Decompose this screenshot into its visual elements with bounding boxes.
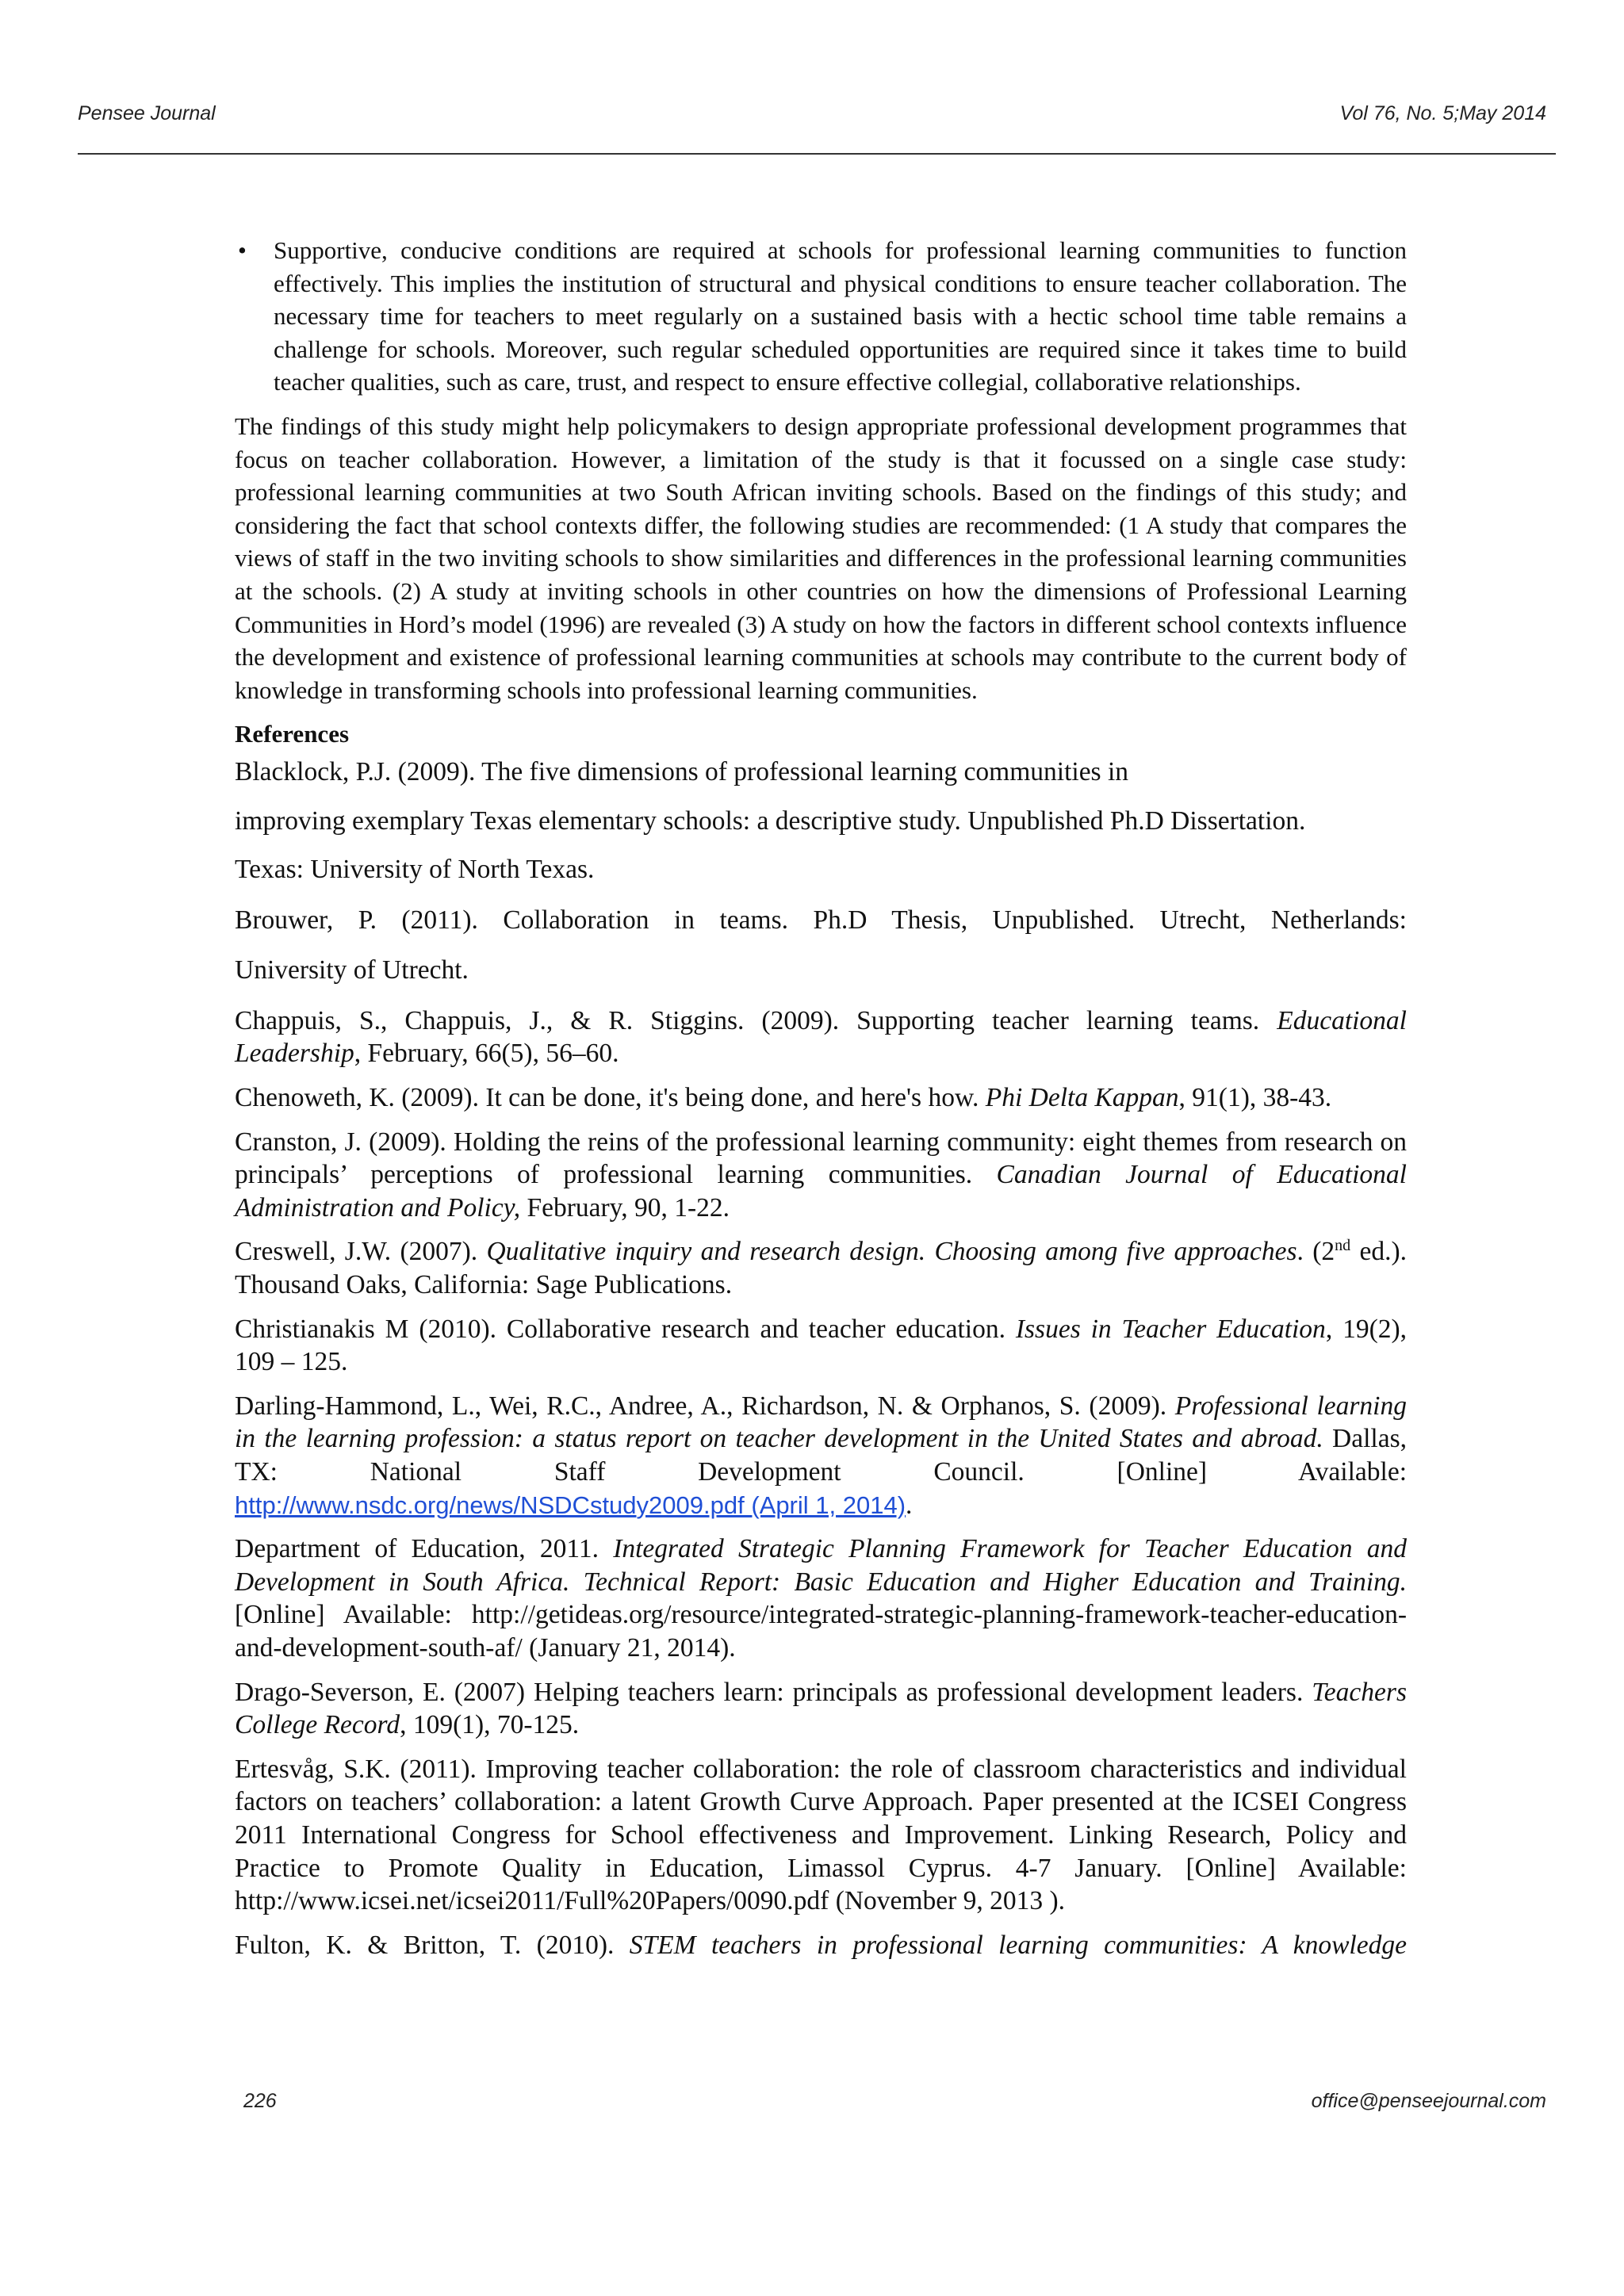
- ref-text: . (2: [1297, 1237, 1335, 1267]
- reference-darling-hammond: [235, 1390, 1407, 1521]
- ref-text: Cranston, J. (2009). Holding the reins of the professional learning community: eight themes from research on principals’ perceptions of professional learning communities.: [235, 1127, 1407, 1190]
- reference-ertesvag: Ertesvåg, S.K. (2011). Improving teacher collaboration: the role of classroom characteristics and individual factors on teachers’ collaboration: a latent Growth Curve Approach. Paper presented at the ICSEI Congress 2011 International Congress for School effectiveness and Improvement. Linking Research, Policy and Practice to Promote Quality in Education, Limassol Cyprus. 4-7 January. [Online] Available: http://www.icsei.net/icsei2011/Full%20Papers/0090.pdf (November 9, 2013 ).: [235, 1754, 1407, 1916]
- ref-text: ed.). Thousand Oaks, California: Sage Publications.: [235, 1237, 1408, 1300]
- bullet-text: Supportive, conducive conditions are required at schools for professional learning communities to function effectively. This implies the institution of structural and physical conditions to ensure teacher collaboration. The necessary time for teachers to meet regularly on a sustained basis with a hectic school time table remains a challenge for schools. Moreover, such regular scheduled opportunities are required since it takes time to build teacher qualities, such as care, trust, and respect to ensure effective collegial, collaborative relationships.: [274, 236, 1407, 396]
- reference-drago-severson: [235, 1676, 1407, 1742]
- reference-fulton: [235, 1929, 1407, 1962]
- ref-journal: Phi Delta Kappan: [985, 1083, 1179, 1113]
- ref-text: Darling-Hammond, L., Wei, R.C., Andree, A., Richardson, N. & Orphanos, S. (2009).: [235, 1391, 1175, 1421]
- reference-cranston: [235, 1126, 1407, 1225]
- ref-text: , 19(2), 109 – 125.: [235, 1314, 1407, 1377]
- contact-email: office@penseejournal.com: [1311, 2090, 1546, 2112]
- header-divider: [78, 153, 1556, 155]
- reference-blacklock-line3: Texas: University of North Texas.: [235, 855, 595, 885]
- ref-text: Creswell, J.W. (2007).: [235, 1237, 487, 1267]
- reference-brouwer-line1: Brouwer, P. (2011). Collaboration in teams. Ph.D Thesis, Unpublished. Utrecht, Netherlands:: [235, 905, 1407, 935]
- ref-title: Integrated Strategic Planning Framework for Teacher Education and Development in South Africa. Technical Report: Basic Education and Higher Education and Training.: [235, 1534, 1408, 1597]
- ref-title: STEM teachers in professional learning communities: A knowledge: [629, 1930, 1407, 1960]
- nsdc-study-link[interactable]: http://www.nsdc.org/news/NSDCstudy2009.pdf (April 1, 2014): [235, 1490, 906, 1519]
- ref-superscript: nd: [1335, 1237, 1351, 1255]
- ref-text: Christianakis M (2010). Collaborative research and teacher education.: [235, 1314, 1016, 1344]
- references-heading: References: [235, 720, 350, 748]
- ref-text: , February, 66(5), 56–60.: [354, 1039, 619, 1069]
- ref-text: Fulton, K. & Britton, T. (2010).: [235, 1930, 630, 1960]
- reference-chenoweth: [235, 1081, 1407, 1115]
- reference-christianakis: [235, 1313, 1407, 1379]
- reference-chappuis: [235, 1004, 1407, 1070]
- ref-title: Professional learning in the learning profession: a status report on teacher development in the United States and abroad.: [235, 1391, 1407, 1454]
- reference-blacklock-line1: Blacklock, P.J. (2009). The five dimensions of professional learning communities in: [235, 756, 1129, 786]
- bullet-icon: •: [238, 236, 247, 264]
- ref-journal: Issues in Teacher Education: [1015, 1314, 1326, 1344]
- volume-info: Vol 76, No. 5;May 2014: [1339, 102, 1546, 124]
- reference-blacklock-line2: improving exemplary Texas elementary schools: a descriptive study. Unpublished Ph.D Dissertation.: [235, 806, 1306, 836]
- ref-journal: Teachers College Record: [235, 1677, 1407, 1740]
- conclusion-paragraph: The findings of this study might help policymakers to design appropriate professional development programmes that focus on teacher collaboration. However, a limitation of the study is that it focussed on a single case study: professional learning communities at two South African inviting schools. Based on the findings of this study; and considering the fact that school contexts differ, the following studies are recommended: (1 A study that compares the views of staff in the two inviting schools to show similarities and differences in the professional learning communities at the schools. (2) A study at inviting schools in other countries on how the dimensions of Professional Learning Communities in Hord’s model (1996) are revealed (3) A study on how the factors in different school contexts influence the development and existence of professional learning communities at schools may contribute to the current body of knowledge in transforming schools into professional learning communities.: [235, 411, 1407, 704]
- bullet-item: [235, 234, 1407, 399]
- page-number: 226: [243, 2090, 277, 2112]
- ref-title: Qualitative inquiry and research design. Choosing among five approaches: [486, 1237, 1297, 1267]
- reference-department-of-education: [235, 1533, 1407, 1664]
- ref-text: Chappuis, S., Chappuis, J., & R. Stiggins. (2009). Supporting teacher learning teams.: [235, 1005, 1277, 1035]
- ref-text: Drago-Severson, E. (2007) Helping teachers learn: principals as professional development leaders.: [235, 1677, 1312, 1707]
- reference-creswell: [235, 1235, 1407, 1301]
- ref-text: , 109(1), 70-125.: [400, 1710, 580, 1740]
- ref-text: .: [906, 1490, 913, 1520]
- ref-text: Chenoweth, K. (2009). It can be done, it's being done, and here's how.: [235, 1083, 986, 1113]
- ref-text: , 91(1), 38-43.: [1178, 1083, 1332, 1113]
- reference-brouwer-line2: University of Utrecht.: [235, 955, 469, 985]
- page-body: [235, 234, 1407, 1973]
- journal-name: Pensee Journal: [78, 102, 216, 124]
- ref-journal: Educational Leadership: [235, 1005, 1407, 1069]
- ref-text: [Online] Available: http://getideas.org/resource/integrated-strategic-planning-framework-teacher-education-and-development-south-af/ (January 21, 2014).: [235, 1600, 1407, 1663]
- ref-journal: Canadian Journal of Educational Administration and Policy,: [235, 1160, 1407, 1223]
- ref-text: Dallas, TX: National Staff Development Council. [Online] Available:: [235, 1424, 1407, 1487]
- ref-text: Department of Education, 2011.: [235, 1534, 614, 1564]
- ref-text: February, 90, 1-22.: [520, 1192, 730, 1223]
